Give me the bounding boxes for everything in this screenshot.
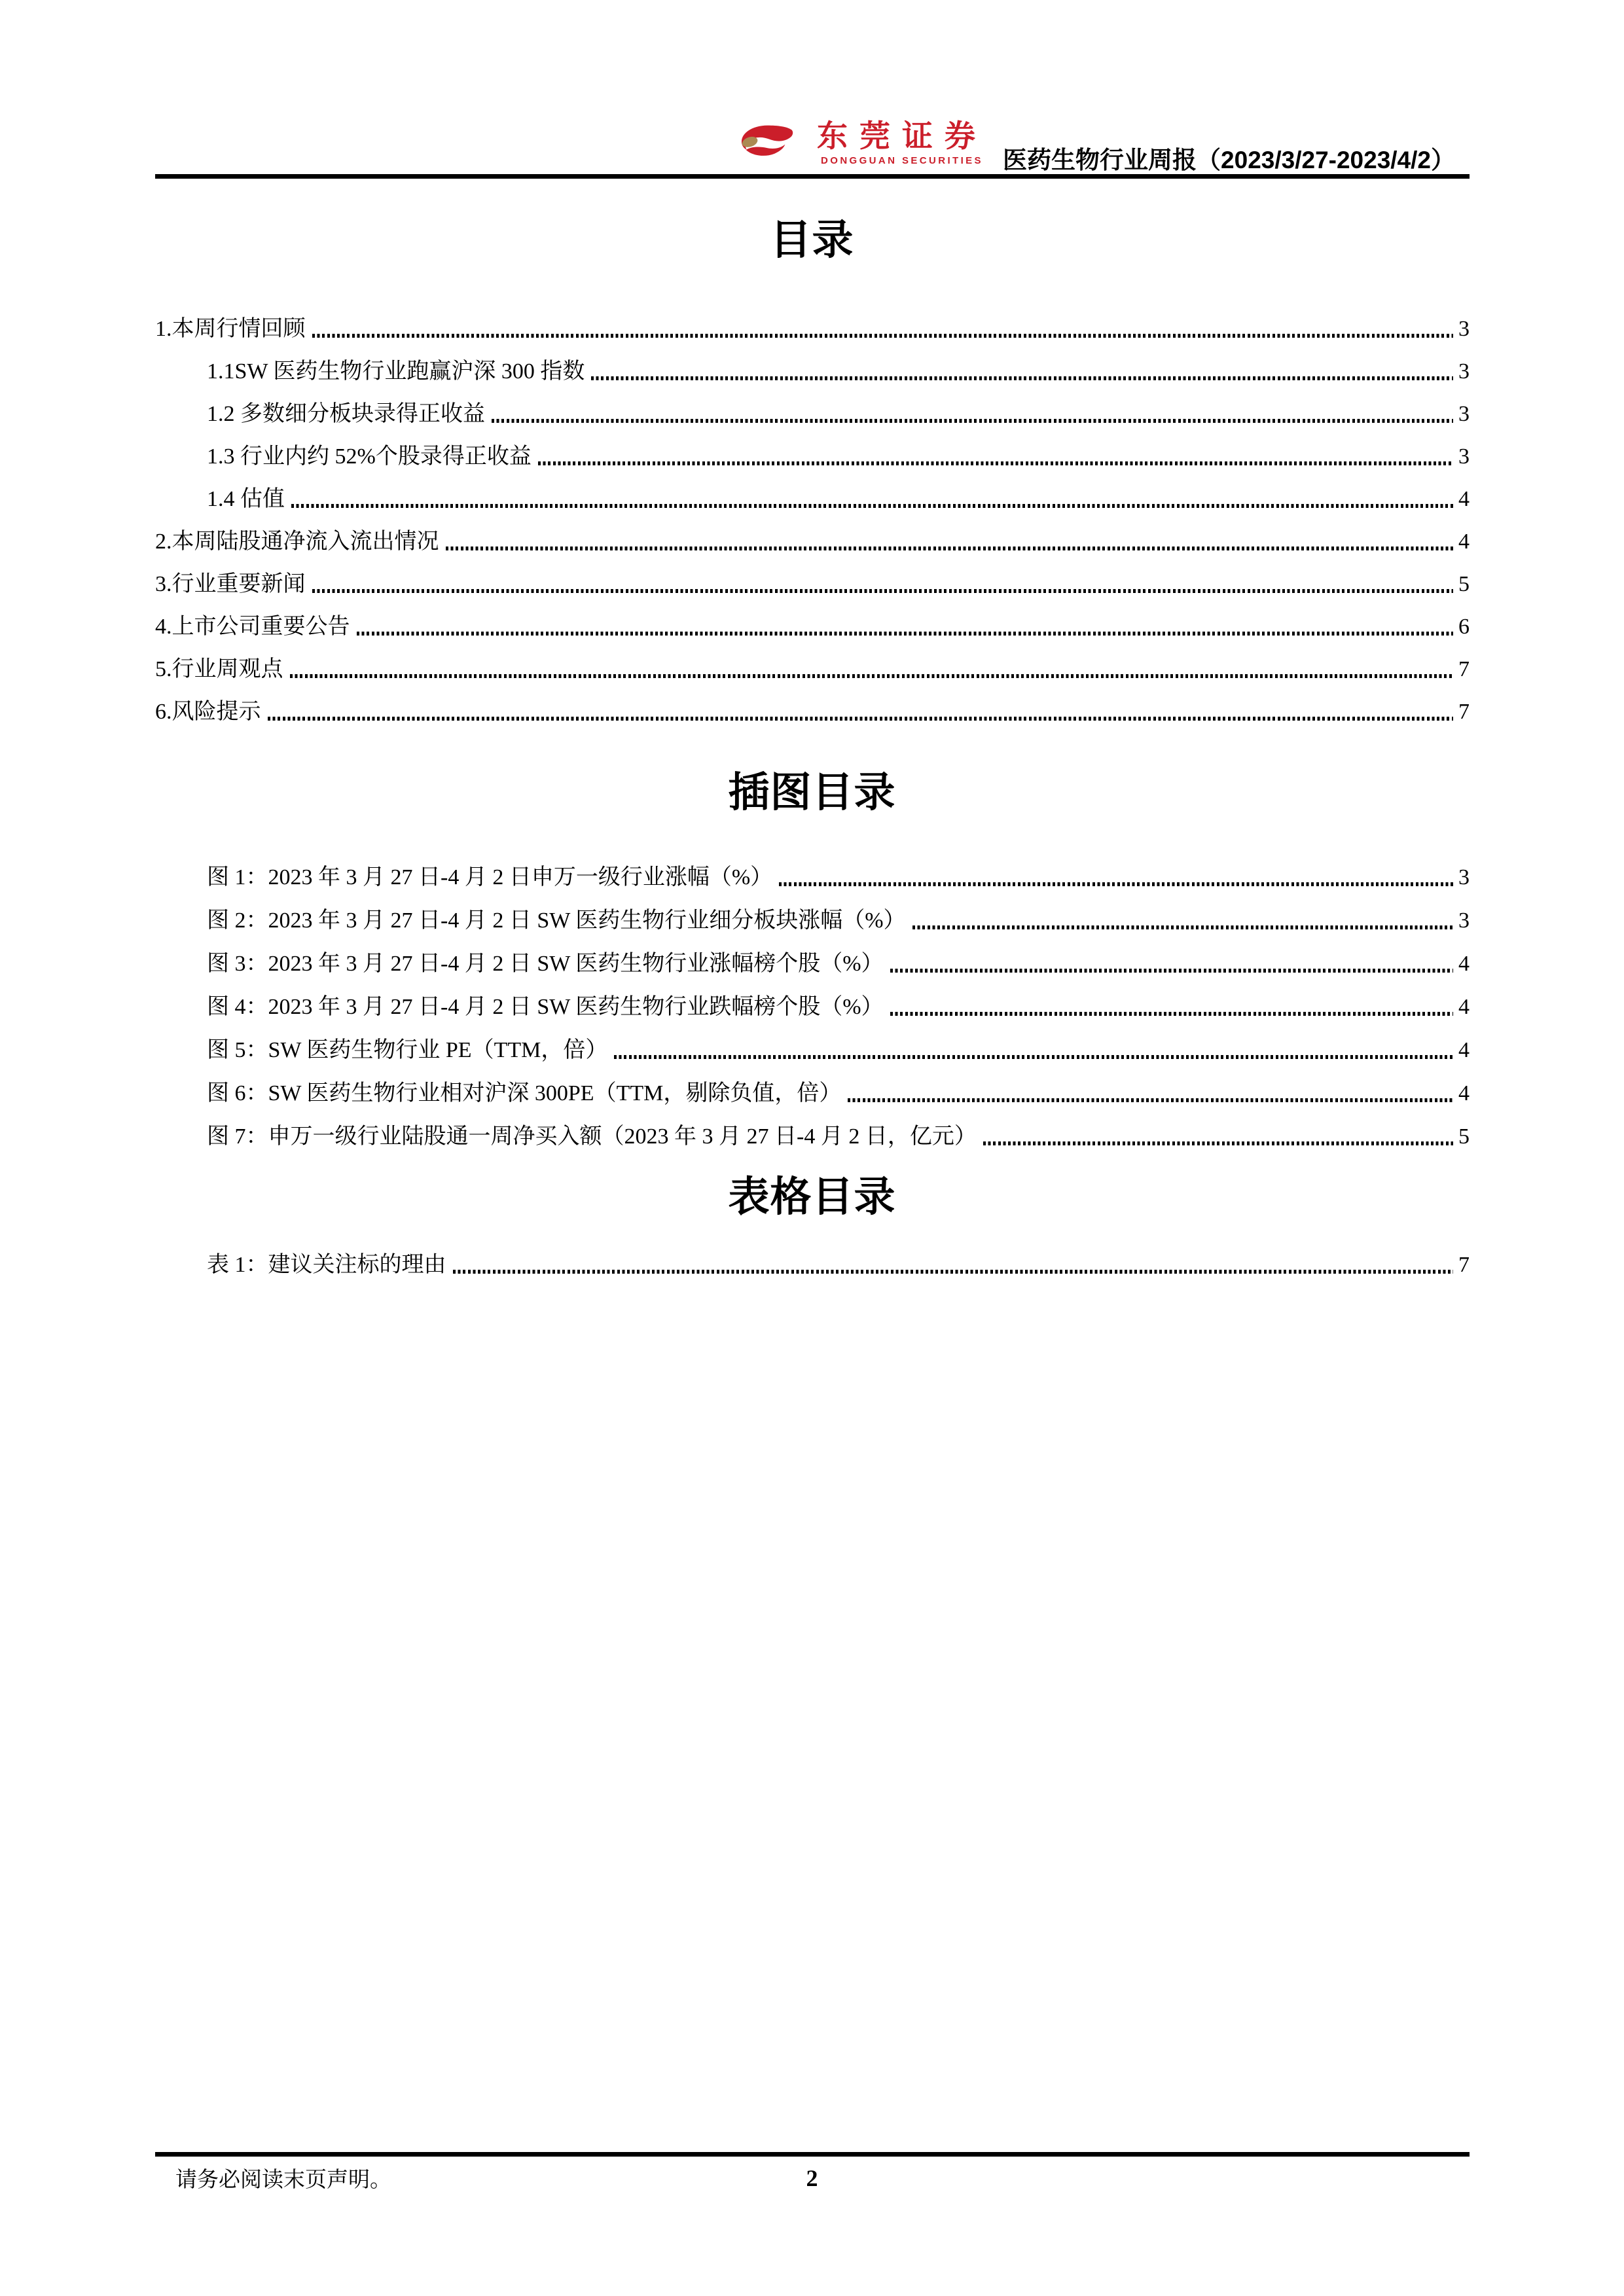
figure-entry-page: 3 <box>1458 908 1470 933</box>
toc-entry[interactable] <box>155 571 1470 598</box>
toc-entry[interactable] <box>155 486 1470 512</box>
figure-entry-label: 图 6：SW 医药生物行业相对沪深 300PE（TTM，剔除负值，倍） <box>207 1081 842 1105</box>
dongguan-securities-logo-icon <box>738 124 797 162</box>
footer-divider <box>155 2152 1470 2157</box>
figures-toc-list <box>155 864 1470 1166</box>
figure-entry-label: 图 3：2023 年 3 月 27 日-4 月 2 日 SW 医药生物行业涨幅榜个股（%） <box>207 952 884 976</box>
dot-leader <box>538 461 1453 465</box>
dot-leader <box>453 1270 1454 1274</box>
toc-entry[interactable] <box>155 528 1470 555</box>
figure-entry[interactable] <box>155 1123 1470 1150</box>
figure-entry-page: 3 <box>1458 865 1470 889</box>
figure-entry[interactable] <box>155 907 1470 934</box>
toc-entry-label: 6.风险提示 <box>155 700 261 724</box>
toc-entry-label: 1.4 估值 <box>207 487 285 511</box>
figure-entry[interactable] <box>155 864 1470 891</box>
figure-entry-label: 图 4：2023 年 3 月 27 日-4 月 2 日 SW 医药生物行业跌幅榜个股（%） <box>207 995 884 1019</box>
figure-entry[interactable] <box>155 1037 1470 1064</box>
figure-entry[interactable] <box>155 994 1470 1020</box>
brand-name: 东莞证券 <box>817 120 987 154</box>
toc-title: 目录 <box>770 217 854 263</box>
figure-entry-page: 4 <box>1458 1038 1470 1062</box>
toc-entry-page: 6 <box>1458 615 1470 639</box>
header-divider <box>155 174 1470 179</box>
figure-entry-label: 图 7：申万一级行业陆股通一周净买入额（2023 年 3 月 27 日-4 月 2 日，亿元） <box>207 1124 977 1149</box>
dot-leader <box>912 925 1453 929</box>
tables-toc-list <box>155 1251 1470 1294</box>
toc-entry-label: 1.1SW 医药生物行业跑赢沪深 300 指数 <box>207 359 585 384</box>
toc-entry[interactable] <box>155 358 1470 385</box>
dot-leader <box>848 1098 1453 1102</box>
dot-leader <box>591 376 1453 380</box>
dot-leader <box>268 717 1454 721</box>
toc-list <box>155 315 1470 741</box>
toc-entry-page: 3 <box>1458 359 1470 384</box>
toc-entry-page: 3 <box>1458 444 1470 469</box>
toc-entry-page: 7 <box>1458 657 1470 681</box>
dot-leader <box>614 1055 1453 1059</box>
figure-entry-page: 4 <box>1458 952 1470 976</box>
toc-entry-page: 5 <box>1458 572 1470 596</box>
dot-leader <box>779 882 1453 886</box>
toc-entry[interactable] <box>155 656 1470 683</box>
toc-entry[interactable] <box>155 315 1470 342</box>
dot-leader <box>290 674 1454 678</box>
figure-entry-page: 5 <box>1458 1124 1470 1149</box>
toc-entry-label: 4.上市公司重要公告 <box>155 615 350 639</box>
dot-leader <box>446 547 1454 550</box>
toc-entry-page: 4 <box>1458 529 1470 554</box>
dot-leader <box>890 969 1453 973</box>
page-number: 2 <box>806 2165 818 2191</box>
figure-entry[interactable] <box>155 1080 1470 1107</box>
dot-leader <box>492 419 1453 423</box>
figure-entry-label: 图 5：SW 医药生物行业 PE（TTM，倍） <box>207 1038 608 1062</box>
toc-entry-label: 1.本周行情回顾 <box>155 317 306 341</box>
toc-entry-label: 3.行业重要新闻 <box>155 572 306 596</box>
dot-leader <box>312 589 1454 593</box>
toc-entry-page: 3 <box>1458 317 1470 341</box>
dot-leader <box>890 1012 1453 1016</box>
dot-leader <box>291 504 1453 508</box>
toc-entry-page: 3 <box>1458 402 1470 426</box>
toc-entry-label: 5.行业周观点 <box>155 657 283 681</box>
toc-entry[interactable] <box>155 443 1470 470</box>
brand-subtitle: DONGGUAN SECURITIES <box>821 155 983 166</box>
toc-entry-page: 4 <box>1458 487 1470 511</box>
toc-entry-label: 1.2 多数细分板块录得正收益 <box>207 402 485 426</box>
figure-entry[interactable] <box>155 950 1470 977</box>
toc-entry-page: 7 <box>1458 700 1470 724</box>
figure-entry-page: 4 <box>1458 1081 1470 1105</box>
toc-entry[interactable] <box>155 698 1470 725</box>
report-title: 医药生物行业周报（2023/3/27-2023/4/2） <box>1003 147 1455 173</box>
toc-entry-label: 1.3 行业内约 52%个股录得正收益 <box>207 444 532 469</box>
table-entry-label: 表 1：建议关注标的理由 <box>207 1253 446 1277</box>
table-entry[interactable] <box>155 1251 1470 1278</box>
dot-leader <box>983 1141 1453 1145</box>
dot-leader <box>312 334 1454 338</box>
dot-leader <box>357 632 1454 636</box>
figure-entry-label: 图 2：2023 年 3 月 27 日-4 月 2 日 SW 医药生物行业细分板块涨幅（%） <box>207 908 906 933</box>
toc-entry[interactable] <box>155 613 1470 640</box>
figure-entry-page: 4 <box>1458 995 1470 1019</box>
tables-toc-title: 表格目录 <box>728 1174 896 1220</box>
footer-disclaimer: 请务必阅读末页声明。 <box>175 2167 391 2191</box>
toc-entry-label: 2.本周陆股通净流入流出情况 <box>155 529 439 554</box>
toc-entry[interactable] <box>155 401 1470 427</box>
figure-entry-label: 图 1：2023 年 3 月 27 日-4 月 2 日申万一级行业涨幅（%） <box>207 865 773 889</box>
figures-toc-title: 插图目录 <box>728 770 896 816</box>
brand-block <box>817 122 987 166</box>
table-entry-page: 7 <box>1458 1253 1470 1277</box>
